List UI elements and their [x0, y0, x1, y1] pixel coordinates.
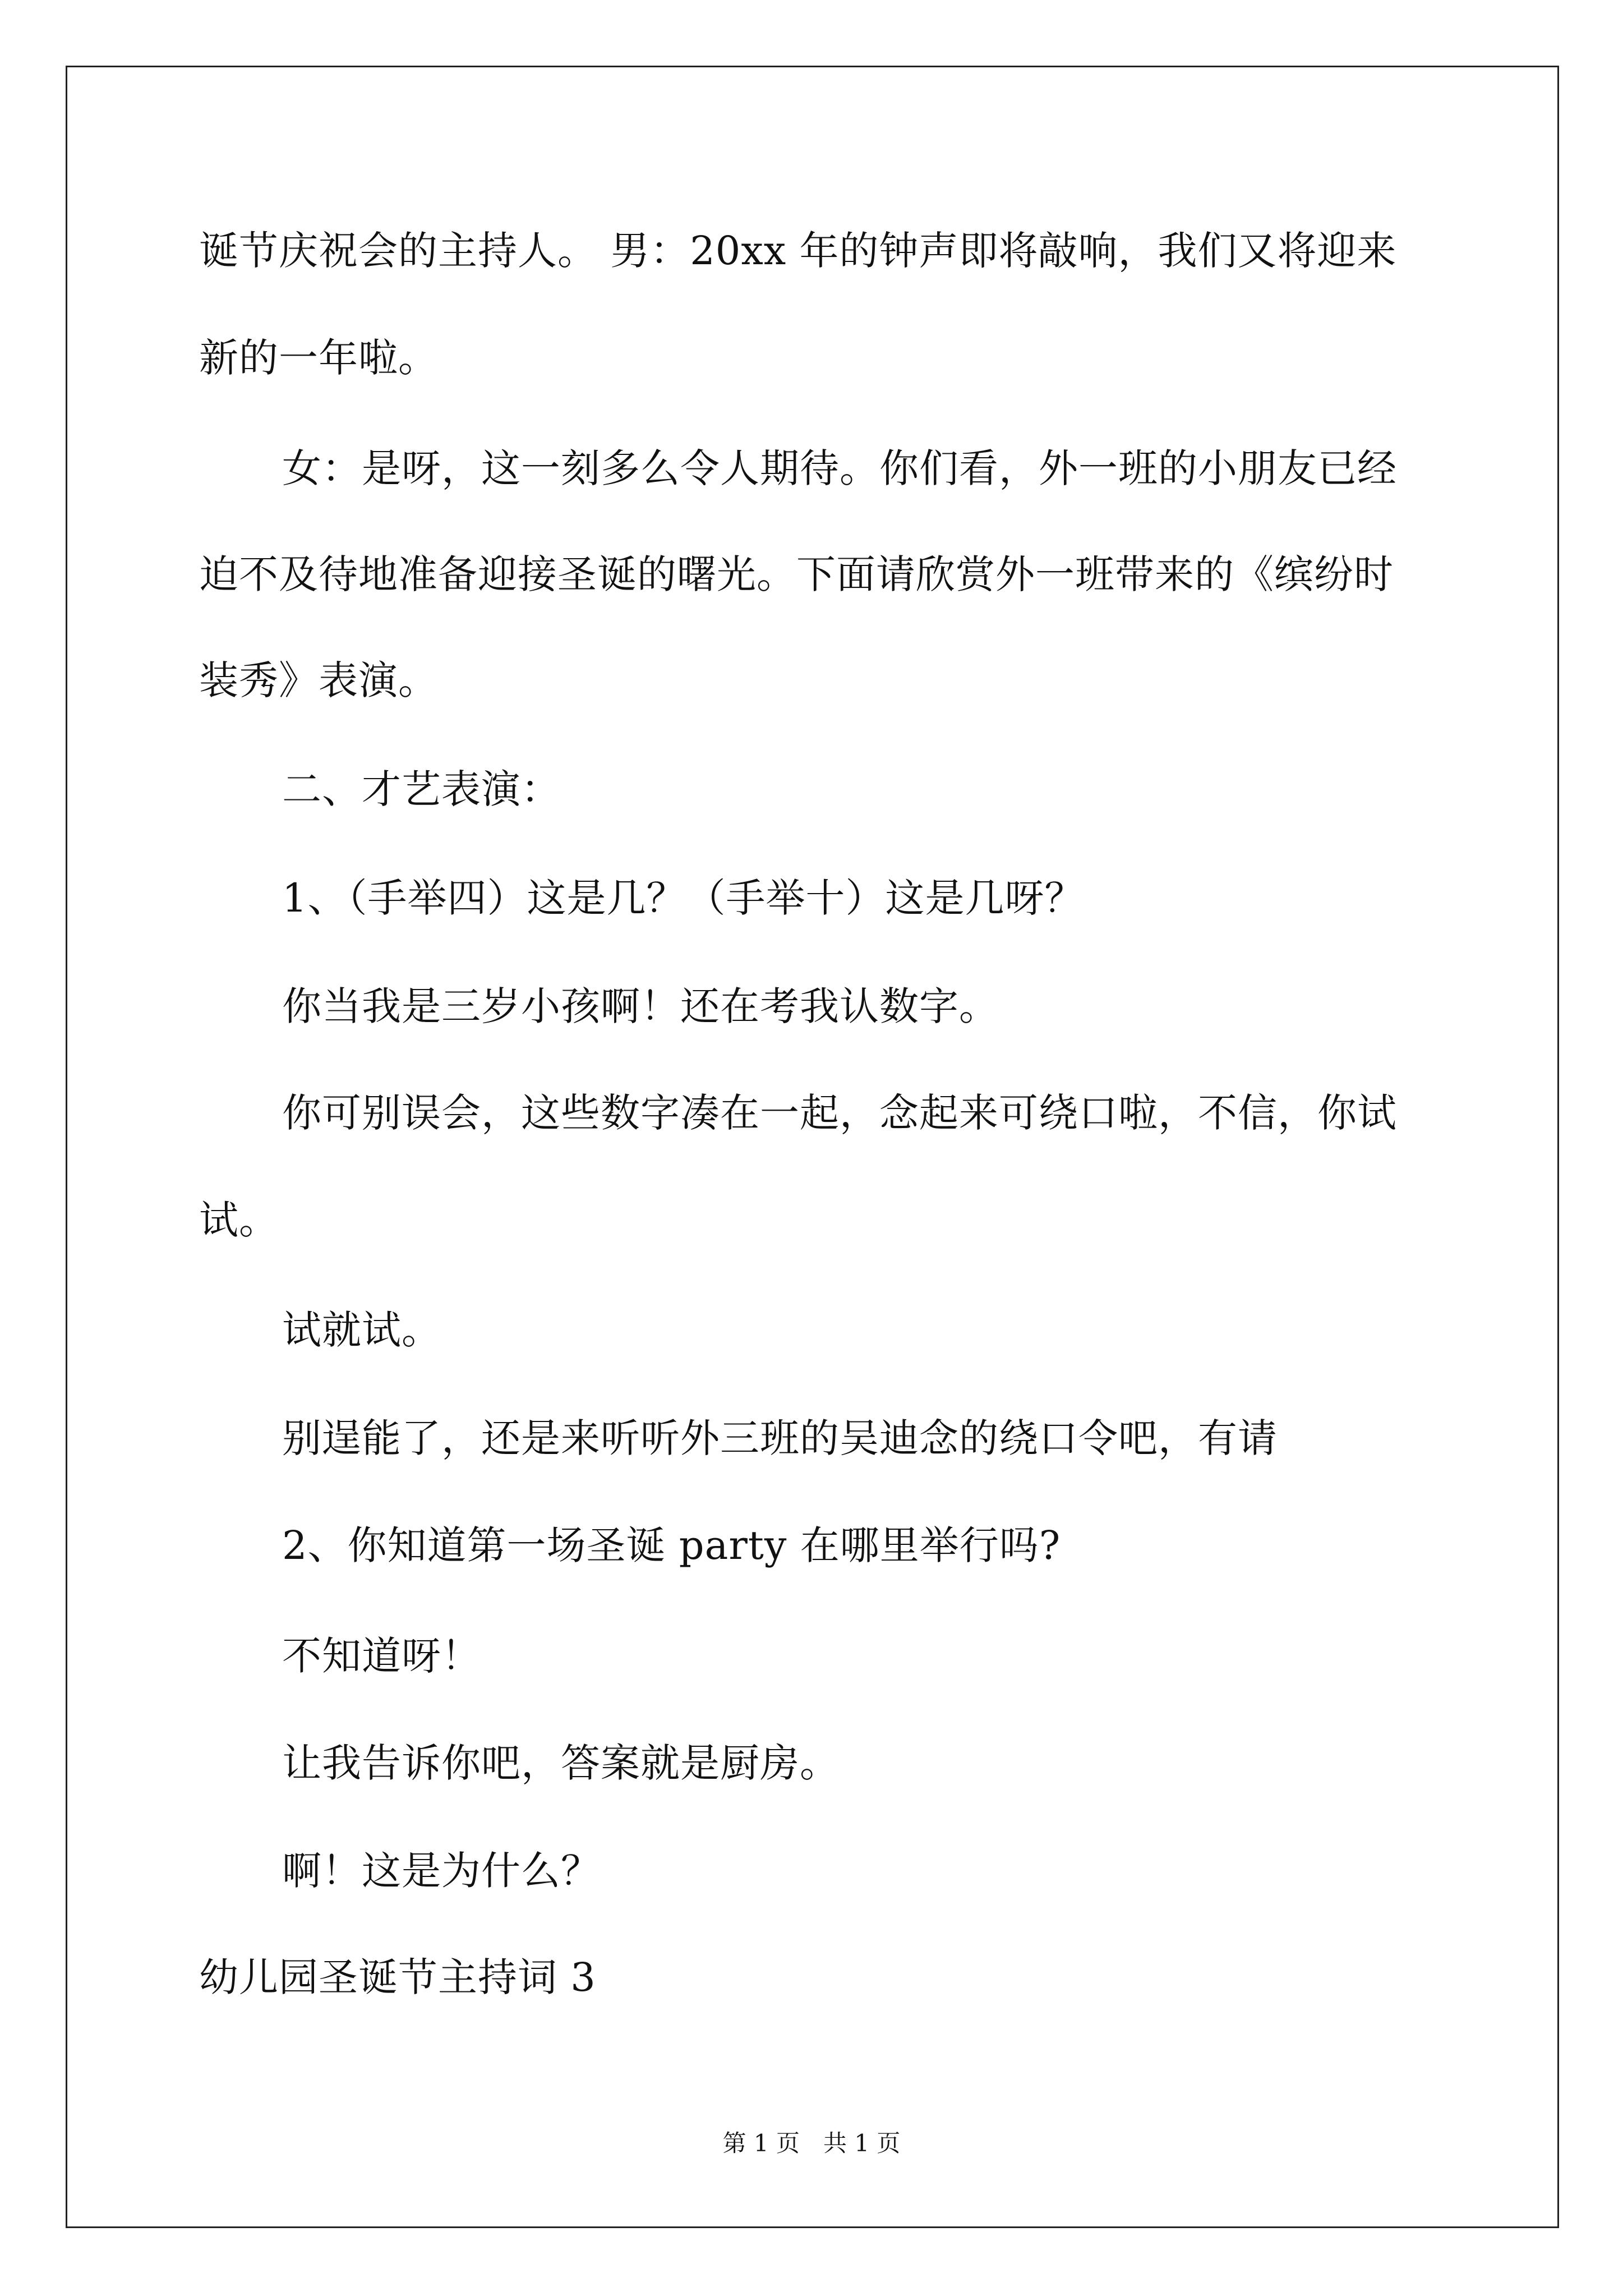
text-line: 迫不及待地准备迎接圣诞的曙光。下面请欣赏外一班带来的《缤纷时	[199, 551, 1394, 597]
text-line: 你当我是三岁小孩啊！还在考我认数字。	[282, 983, 999, 1029]
text-line: 2、你知道第一场圣诞 party 在哪里举行吗?	[282, 1522, 1061, 1568]
text-line: 试就试。	[282, 1307, 441, 1353]
text-line: 啊！这是为什么？	[282, 1848, 601, 1894]
page-border	[66, 66, 1559, 2228]
text-line: 新的一年啦。	[199, 335, 438, 381]
text-line: 女：是呀，这一刻多么令人期待。你们看，外一班的小朋友已经	[282, 445, 1397, 491]
text-line: 装秀》表演。	[199, 657, 438, 703]
text-line: 让我告诉你吧，答案就是厨房。	[282, 1740, 840, 1786]
text-line: 二、才艺表演：	[282, 766, 561, 812]
text-line: 诞节庆祝会的主持人。 男：20xx 年的钟声即将敲响，我们又将迎来	[199, 228, 1397, 274]
text-line: 别逞能了，还是来听听外三班的吴迪念的绕口令吧，有请	[282, 1415, 1278, 1461]
text-line: 1、（手举四）这是几？（手举十）这是几呀？	[282, 875, 1085, 921]
text-line: 你可别误会，这些数字凑在一起，念起来可绕口啦，不信，你试	[282, 1090, 1397, 1136]
page-footer: 第 1 页 共 1 页	[722, 2129, 901, 2157]
text-line: 不知道呀！	[282, 1633, 481, 1679]
section-heading: 幼儿园圣诞节主持词 3	[199, 1954, 596, 2000]
text-line: 试。	[199, 1197, 279, 1243]
